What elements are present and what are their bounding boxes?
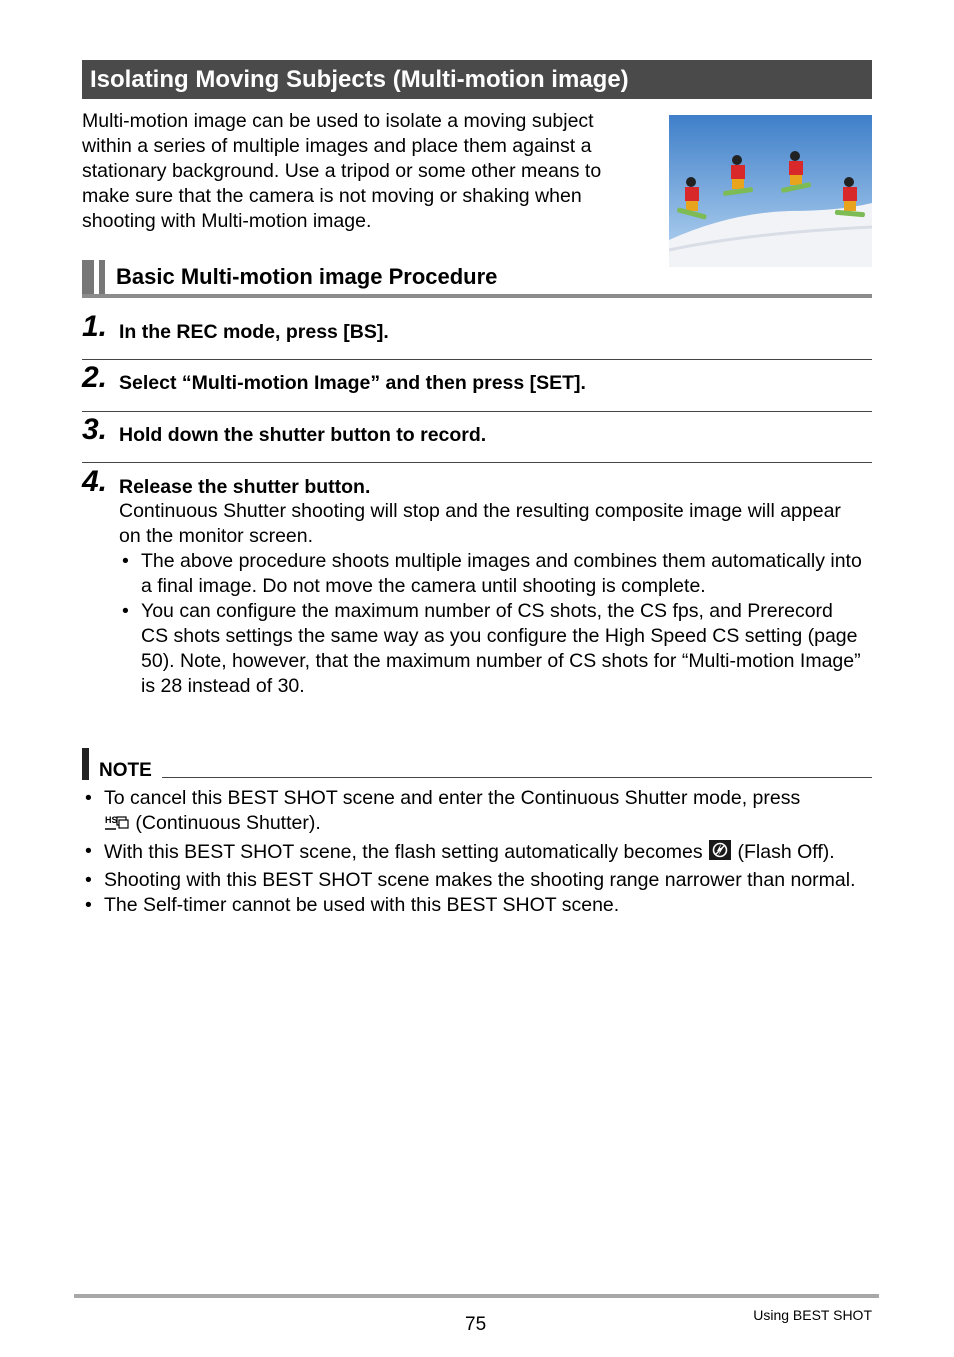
- step-divider: [82, 359, 872, 360]
- step-text: Select “Multi-motion Image” and then press [SET].: [119, 372, 586, 394]
- list-item: [82, 868, 872, 893]
- bullet: •: [122, 550, 129, 572]
- list-item-text: With this BEST SHOT scene, the flash setting automatically becomes: [104, 841, 703, 863]
- list-item: [119, 599, 864, 699]
- step-divider: [82, 462, 872, 463]
- step-text: In the REC mode, press [BS].: [119, 321, 389, 343]
- list-item-text: The Self-timer cannot be used with this BEST SHOT scene.: [104, 894, 620, 916]
- note-heading: [82, 748, 872, 780]
- footer-section-title: Using BEST SHOT: [753, 1307, 872, 1323]
- bullet: •: [85, 787, 92, 809]
- step-text: Release the shutter button.: [119, 476, 371, 498]
- note-list: [82, 786, 872, 918]
- list-item: [82, 839, 872, 868]
- bullet: •: [85, 840, 92, 862]
- list-item-text: (Flash Off).: [737, 841, 835, 863]
- list-item-text: Shooting with this BEST SHOT scene makes the shooting range narrower than normal.: [104, 869, 856, 891]
- step-divider: [82, 411, 872, 412]
- continuous-shutter-icon: [104, 812, 130, 839]
- list-item-text: You can configure the maximum number of CS shots, the CS fps, and Prerecord CS shots settings the same way as you configure the High Speed CS setting (page 50). Note, however, that the maximum number of CS shots for “Multi-motion Image” is 28 instead of 30.: [141, 600, 861, 697]
- list-item-text: To cancel this BEST SHOT scene and enter the Continuous Shutter mode, press: [104, 787, 801, 809]
- bullet: •: [122, 600, 129, 622]
- multi-motion-snowboarder-photo: [669, 115, 872, 267]
- bullet: •: [85, 894, 92, 916]
- step-number: 1.: [82, 310, 108, 343]
- subsection-title: Basic Multi-motion image Procedure: [116, 264, 498, 289]
- flash-off-icon: [708, 839, 732, 868]
- step-number: 4.: [82, 465, 108, 498]
- list-item-text: The above procedure shoots multiple images and combines them automatically into a final image. Do not move the camera until shooting is complete.: [141, 550, 862, 597]
- list-item: [82, 786, 872, 839]
- heading-marker-bar: [82, 260, 94, 294]
- note-label: NOTE: [99, 760, 152, 781]
- step-4-details: [119, 499, 864, 699]
- bullet: •: [85, 869, 92, 891]
- list-item-text: (Continuous Shutter).: [135, 812, 321, 834]
- footer-rule: [74, 1294, 879, 1298]
- svg-text:HS: HS: [105, 815, 118, 825]
- heading-marker-bar: [99, 260, 105, 294]
- step-number: 2.: [82, 361, 108, 394]
- note-rule: [162, 777, 872, 778]
- subsection-heading: [82, 258, 872, 298]
- note-marker-bar: [82, 748, 89, 780]
- section-title: Isolating Moving Subjects (Multi-motion image): [82, 60, 872, 99]
- step-4-paragraph: Continuous Shutter shooting will stop and the resulting composite image will appear on the monitor screen.: [119, 500, 841, 547]
- step-number: 3.: [82, 413, 108, 446]
- page-number: 75: [465, 1314, 487, 1335]
- list-item: [82, 893, 872, 918]
- intro-paragraph: Multi-motion image can be used to isolate a moving subject within a series of multiple images and place them against a stationary background. Use a tripod or some other means to make sure that the camera is not moving or shaking when shooting with Multi-motion image.: [82, 110, 602, 232]
- step-text: Hold down the shutter button to record.: [119, 424, 487, 446]
- list-item: [119, 549, 864, 599]
